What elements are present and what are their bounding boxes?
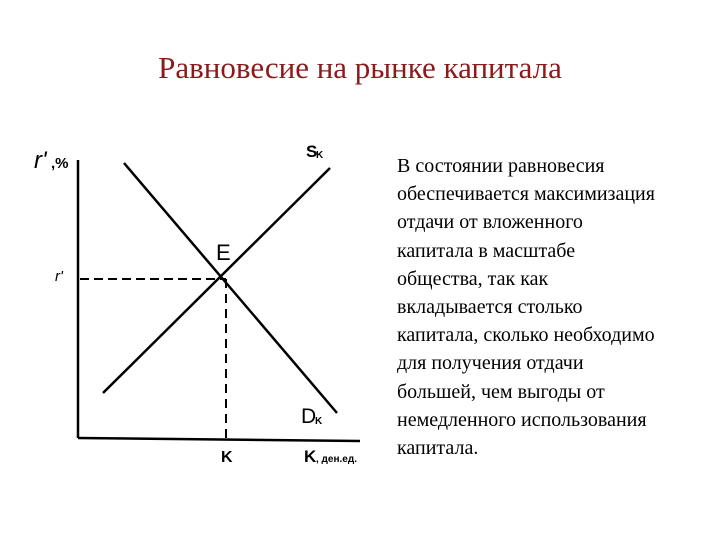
text-line: капитала. <box>397 437 479 460</box>
text-line: вкладывается столько <box>397 296 583 319</box>
text-line: отдачи от вложенного <box>397 211 583 234</box>
text-line: немедленного использования <box>397 408 647 431</box>
text-line: В состоянии равновесия <box>397 155 605 177</box>
demand-curve <box>124 163 337 413</box>
supply-label-sub: K <box>316 150 324 161</box>
explanation-text <box>397 152 717 462</box>
x-axis <box>78 438 360 441</box>
y-axis-unit: ,% <box>51 155 69 172</box>
equilibrium-label: E <box>216 240 231 265</box>
text-line: капитала, сколько необходимо <box>397 324 655 347</box>
y-tick-label: r' <box>55 268 63 285</box>
text-line: общества, так как <box>397 267 549 290</box>
x-tick-label: K <box>221 449 233 466</box>
text-line: большей, чем выгоды от <box>397 380 605 403</box>
demand-label: D <box>301 405 317 428</box>
slide-title: Равновесие на рынке капитала <box>158 50 562 85</box>
demand-label-sub: K <box>315 416 323 427</box>
supply-label: S <box>306 142 318 161</box>
text-line: обеспечивается максимизация <box>397 183 655 206</box>
text-line: капитала в масштабе <box>397 239 576 262</box>
supply-curve <box>103 168 330 393</box>
text-line: для получения отдачи <box>397 352 584 375</box>
y-axis-label: r' <box>34 147 47 174</box>
x-axis-unit: , ден.ед. <box>316 454 357 465</box>
x-axis-label: K <box>304 447 317 466</box>
